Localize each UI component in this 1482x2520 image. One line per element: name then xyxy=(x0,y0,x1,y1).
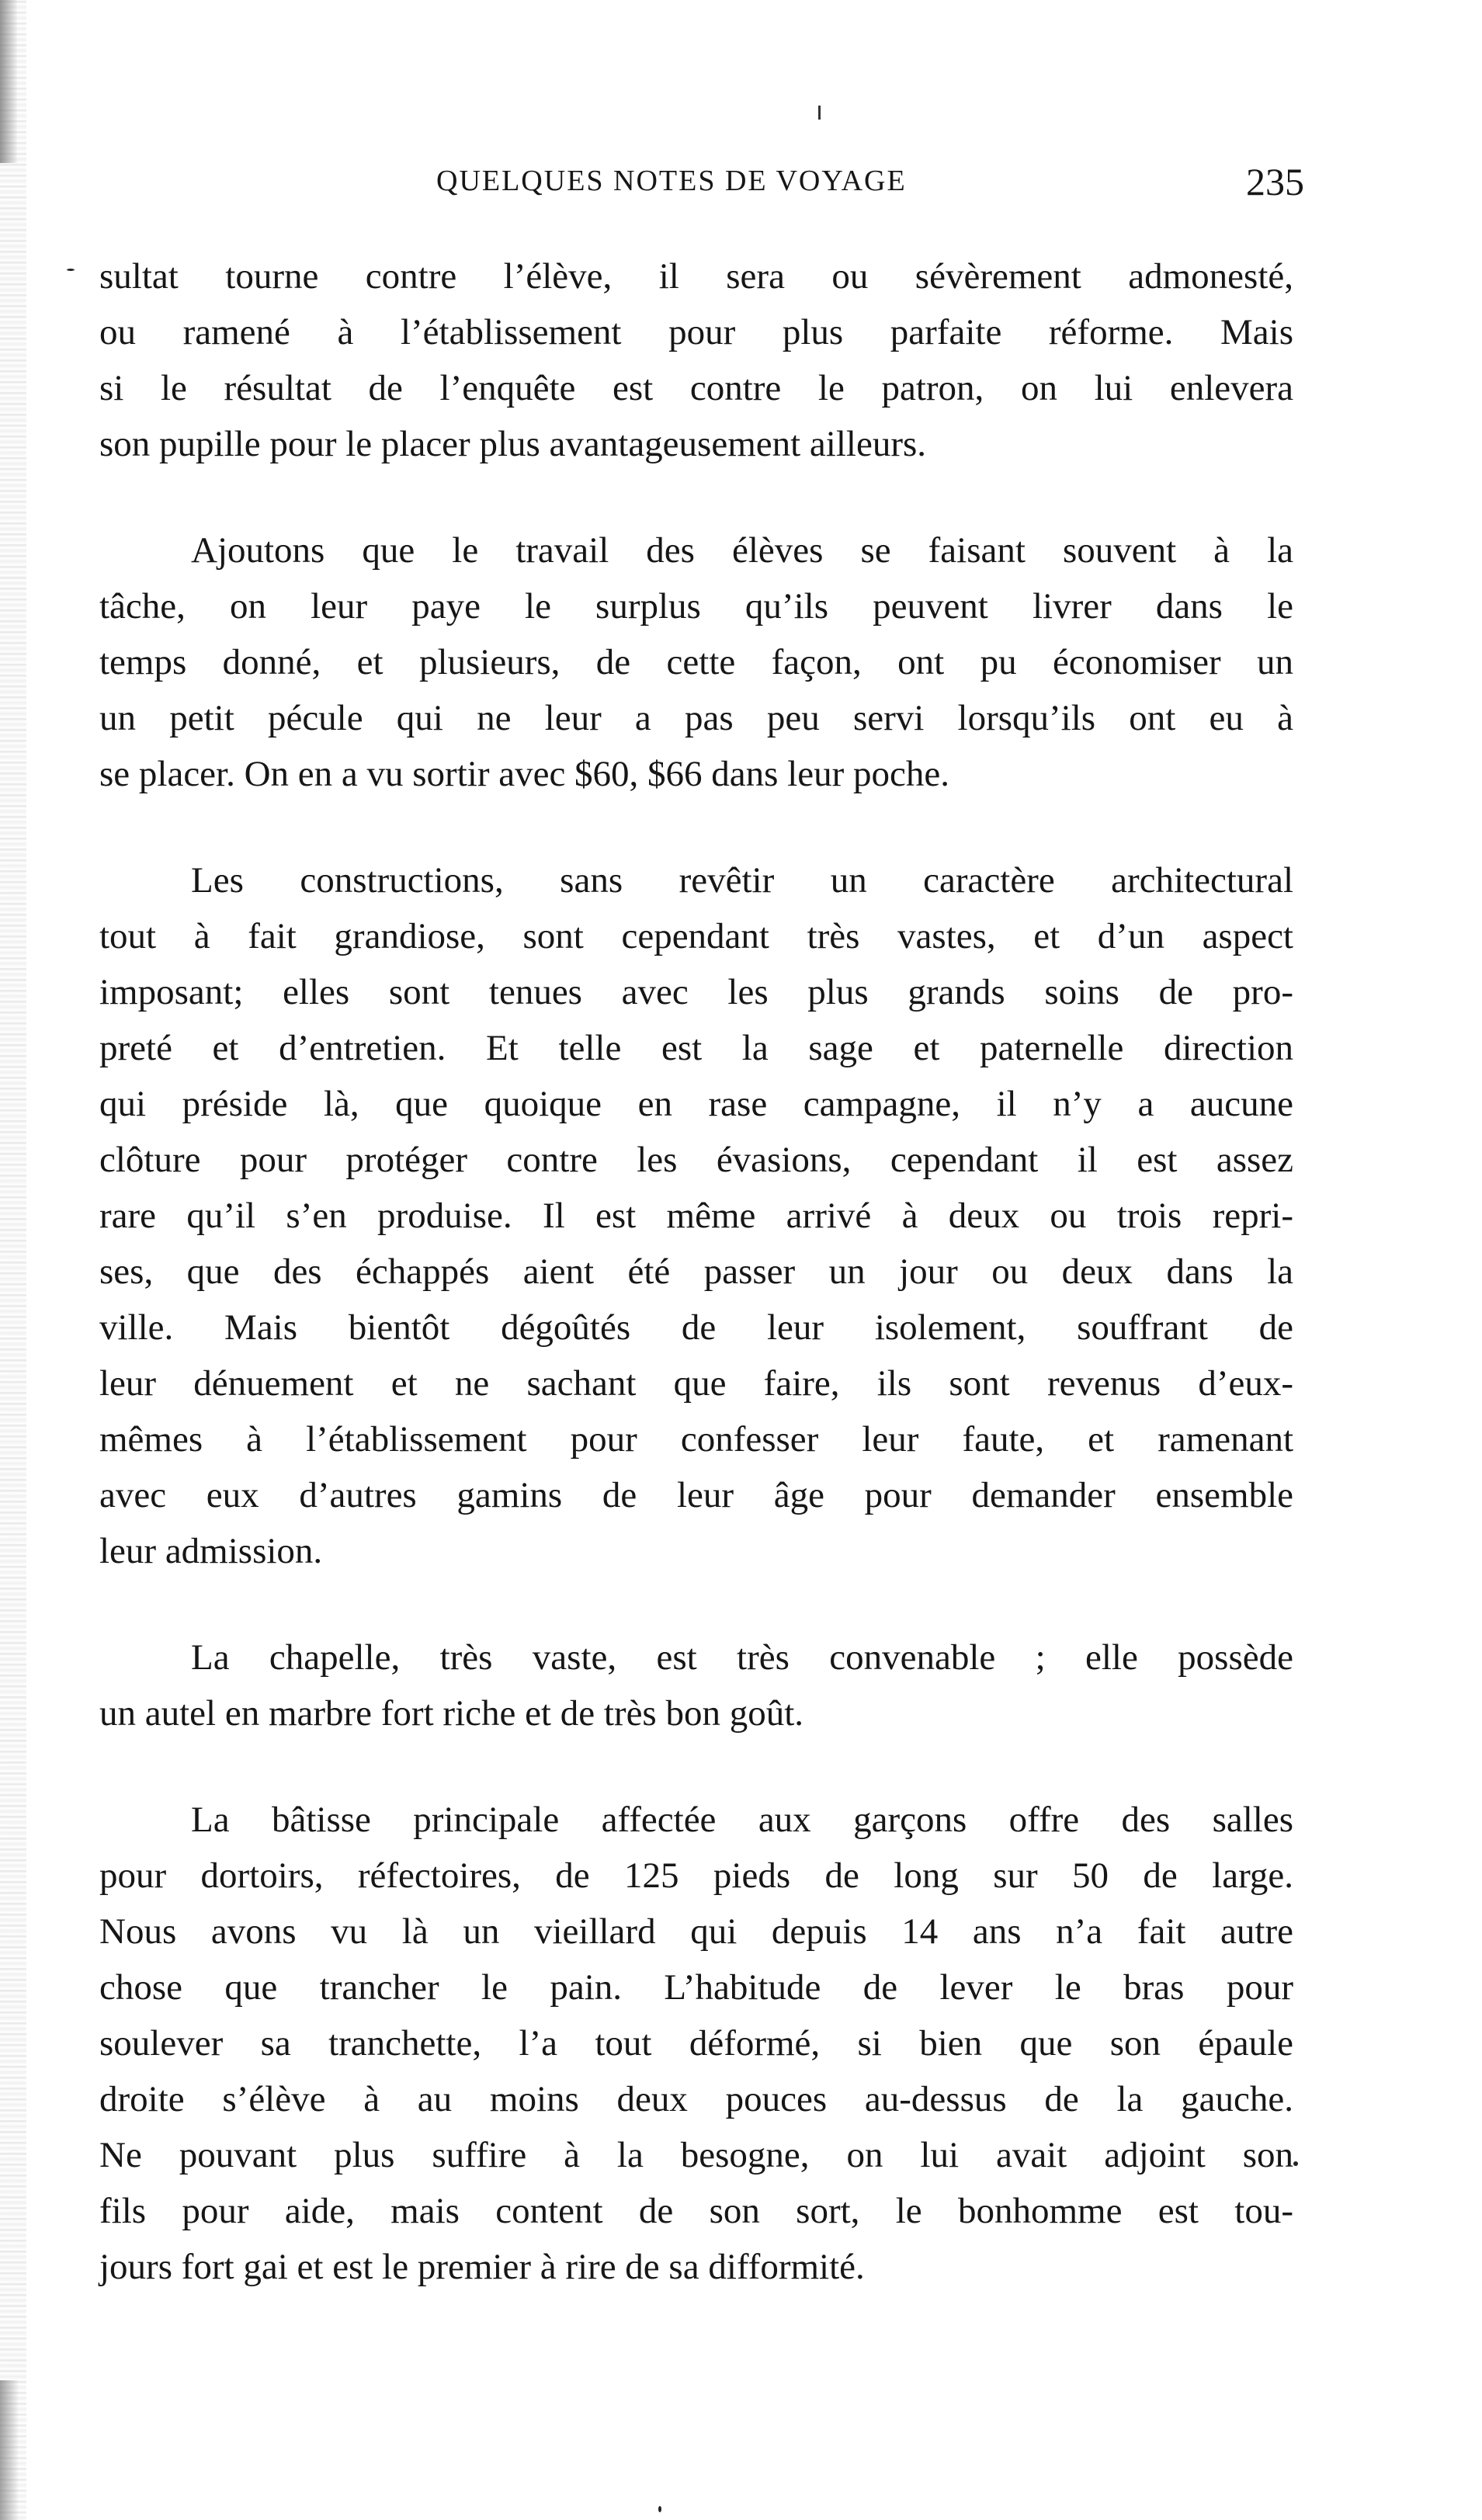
text-line: tâche, on leur paye le surplus qu’ils peuvent livrer dans le xyxy=(99,586,1293,627)
page-header xyxy=(93,159,1304,213)
text-line: ou ramené à l’établissement pour plus parfaite réforme. Mais xyxy=(99,312,1293,352)
text-line: Les constructions, sans revêtir un caractère architectural xyxy=(191,860,1293,901)
text-line: son pupille pour le placer plus avantageusement ailleurs. xyxy=(99,424,927,464)
text-line: imposant; elles sont tenues avec les plus grands soins de pro- xyxy=(99,972,1293,1012)
text-line: La bâtisse principale affectée aux garçons offre des salles xyxy=(191,1800,1293,1840)
text-line: leur admission. xyxy=(99,1531,323,1571)
text-line: un autel en marbre fort riche et de très bon goût. xyxy=(99,1693,804,1734)
text-line: soulever sa tranchette, l’a tout déformé, si bien que son épaule xyxy=(99,2023,1293,2064)
body-text xyxy=(99,248,1293,2345)
ink-speck xyxy=(67,269,75,271)
text-line: Ajoutons que le travail des élèves se faisant souvent à la xyxy=(191,530,1293,571)
paragraph-1 xyxy=(99,248,1293,472)
print-mark xyxy=(818,106,821,120)
text-line: sultat tourne contre l’élève, il sera ou sévèrement admonesté, xyxy=(99,256,1293,297)
text-line: mêmes à l’établissement pour confesser leur faute, et ramenant xyxy=(99,1419,1293,1460)
paragraph-2 xyxy=(99,522,1293,802)
text-line: qui préside là, que quoique en rase campagne, il n’y a aucune xyxy=(99,1084,1293,1124)
text-line: jours fort gai et est le premier à rire de sa difformité. xyxy=(99,2247,865,2287)
text-line: leur dénuement et ne sachant que faire, ils sont revenus d’eux- xyxy=(99,1363,1293,1404)
text-line: un petit pécule qui ne leur a pas peu servi lorsqu’ils ont eu à xyxy=(99,698,1293,738)
text-line: pour dortoirs, réfectoires, de 125 pieds de long sur 50 de large. xyxy=(99,1855,1293,1896)
text-line: temps donné, et plusieurs, de cette façon, ont pu économiser un xyxy=(99,642,1293,682)
text-line: clôture pour protéger contre les évasions, cependant il est assez xyxy=(99,1140,1293,1180)
text-line: tout à fait grandiose, sont cependant très vastes, et d’un aspect xyxy=(99,916,1293,956)
text-line: se placer. On en a vu sortir avec $60, $66 dans leur poche. xyxy=(99,754,949,794)
text-line: fils pour aide, mais content de son sort, le bonhomme est tou- xyxy=(99,2191,1293,2231)
paragraph-3 xyxy=(99,852,1293,1579)
text-line: Ne pouvant plus suffire à la besogne, on lui avait adjoint son xyxy=(99,2135,1293,2175)
text-line: droite s’élève à au moins deux pouces au-dessus de la gauche. xyxy=(99,2079,1293,2119)
text-line: ville. Mais bientôt dégoûtés de leur isolement, souffrant de xyxy=(99,1307,1293,1348)
paragraph-4 xyxy=(99,1630,1293,1741)
text-line: ses, que des échappés aient été passer un jour ou deux dans la xyxy=(99,1251,1293,1292)
text-line: Nous avons vu là un vieillard qui depuis 14 ans n’a fait autre xyxy=(99,1911,1293,1952)
text-line: preté et d’entretien. Et telle est la sage et paternelle direction xyxy=(99,1028,1293,1068)
text-line: avec eux d’autres gamins de leur âge pour demander ensemble xyxy=(99,1475,1293,1515)
text-line: si le résultat de l’enquête est contre le patron, on lui enlevera xyxy=(99,368,1293,408)
paragraph-5 xyxy=(99,1792,1293,2295)
text-line: La chapelle, très vaste, est très convenable ; elle possède xyxy=(191,1637,1293,1678)
scanned-page-edge xyxy=(0,0,26,2520)
running-title: QUELQUES NOTES DE VOYAGE xyxy=(436,165,907,197)
ink-speck xyxy=(658,2506,661,2512)
text-line: chose que trancher le pain. L’habitude de lever le bras pour xyxy=(99,1967,1293,2008)
page-number: 235 xyxy=(1246,160,1304,203)
text-line: rare qu’il s’en produise. Il est même arrivé à deux ou trois repri- xyxy=(99,1196,1293,1236)
ink-speck xyxy=(1293,2161,1298,2166)
